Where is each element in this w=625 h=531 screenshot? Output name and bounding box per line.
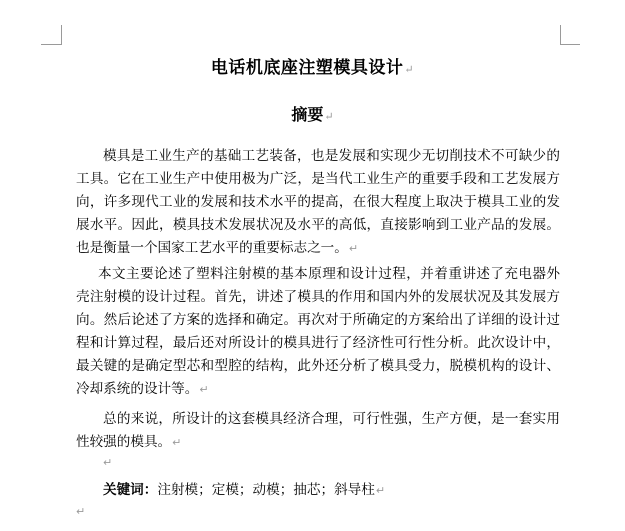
trailing-paragraph-mark-icon[interactable]: ↵ [76,505,86,518]
document-title[interactable] [0,53,625,78]
paragraph-mark-icon: ↵ [199,383,209,396]
abstract-paragraph-2[interactable] [76,263,560,401]
paragraph-mark-icon: ↵ [375,484,386,497]
abstract-paragraph-1[interactable] [76,145,560,260]
margin-corner-mark-top-right [560,44,580,45]
abstract-heading[interactable] [0,102,625,125]
margin-corner-mark-top-left [41,44,61,45]
margin-corner-mark-top-left-vertical [61,25,62,45]
abstract-paragraph-2-text: 本文主要论述了塑料注射模的基本原理和设计过程，并着重讲述了充电器外壳注射模的设计过程。首先，讲述了模具的作用和国内外的发展状况及其发展方向。然后论述了方案的选择和确定。再次对于所确定的方案给出了详细的设计过程和计算过程，最后还对所设计的模具进行了经济性可行性分析。此次设计中，最关键的是确定型芯和型腔的结构，此外还分析了模具受力，脱模机构的设计、冷却系统的设计等。 [76,266,560,397]
abstract-paragraph-3[interactable] [76,408,560,454]
paragraph-mark-icon: ↵ [172,436,182,449]
keywords-line[interactable] [103,479,385,502]
abstract-paragraph-3-text: 总的来说，所设计的这套模具经济合理，可行性强，生产方便，是一套实用性较强的模具。 [76,411,560,450]
margin-corner-mark-top-right-vertical [560,25,561,45]
empty-paragraph-mark-icon[interactable]: ↵ [103,456,113,469]
keywords-value: 注射模；定模；动模；抽芯；斜导柱 [157,482,375,498]
document-title-text: 电话机底座注塑模具设计 [210,58,404,78]
keywords-label: 关键词： [103,482,158,498]
abstract-paragraph-1-text: 模具是工业生产的基础工艺装备，也是发展和实现少无切削技术不可缺少的工具。它在工业生产中使用极为广泛，是当代工业生产的重要手段和工艺发展方向，许多现代工业的发展和技术水平的提高，在很大程度上取决于模具工业的发展水平。因此，模具技术发展状况及水平的高低，直接影响到工业产品的发展。也是衡量一个国家工艺水平的重要标志之一。 [76,148,560,256]
paragraph-mark-icon: ↵ [348,242,359,255]
paragraph-mark-icon: ↵ [324,110,334,123]
paragraph-mark-icon: ↵ [404,63,415,76]
abstract-heading-text: 摘要 [291,105,324,124]
